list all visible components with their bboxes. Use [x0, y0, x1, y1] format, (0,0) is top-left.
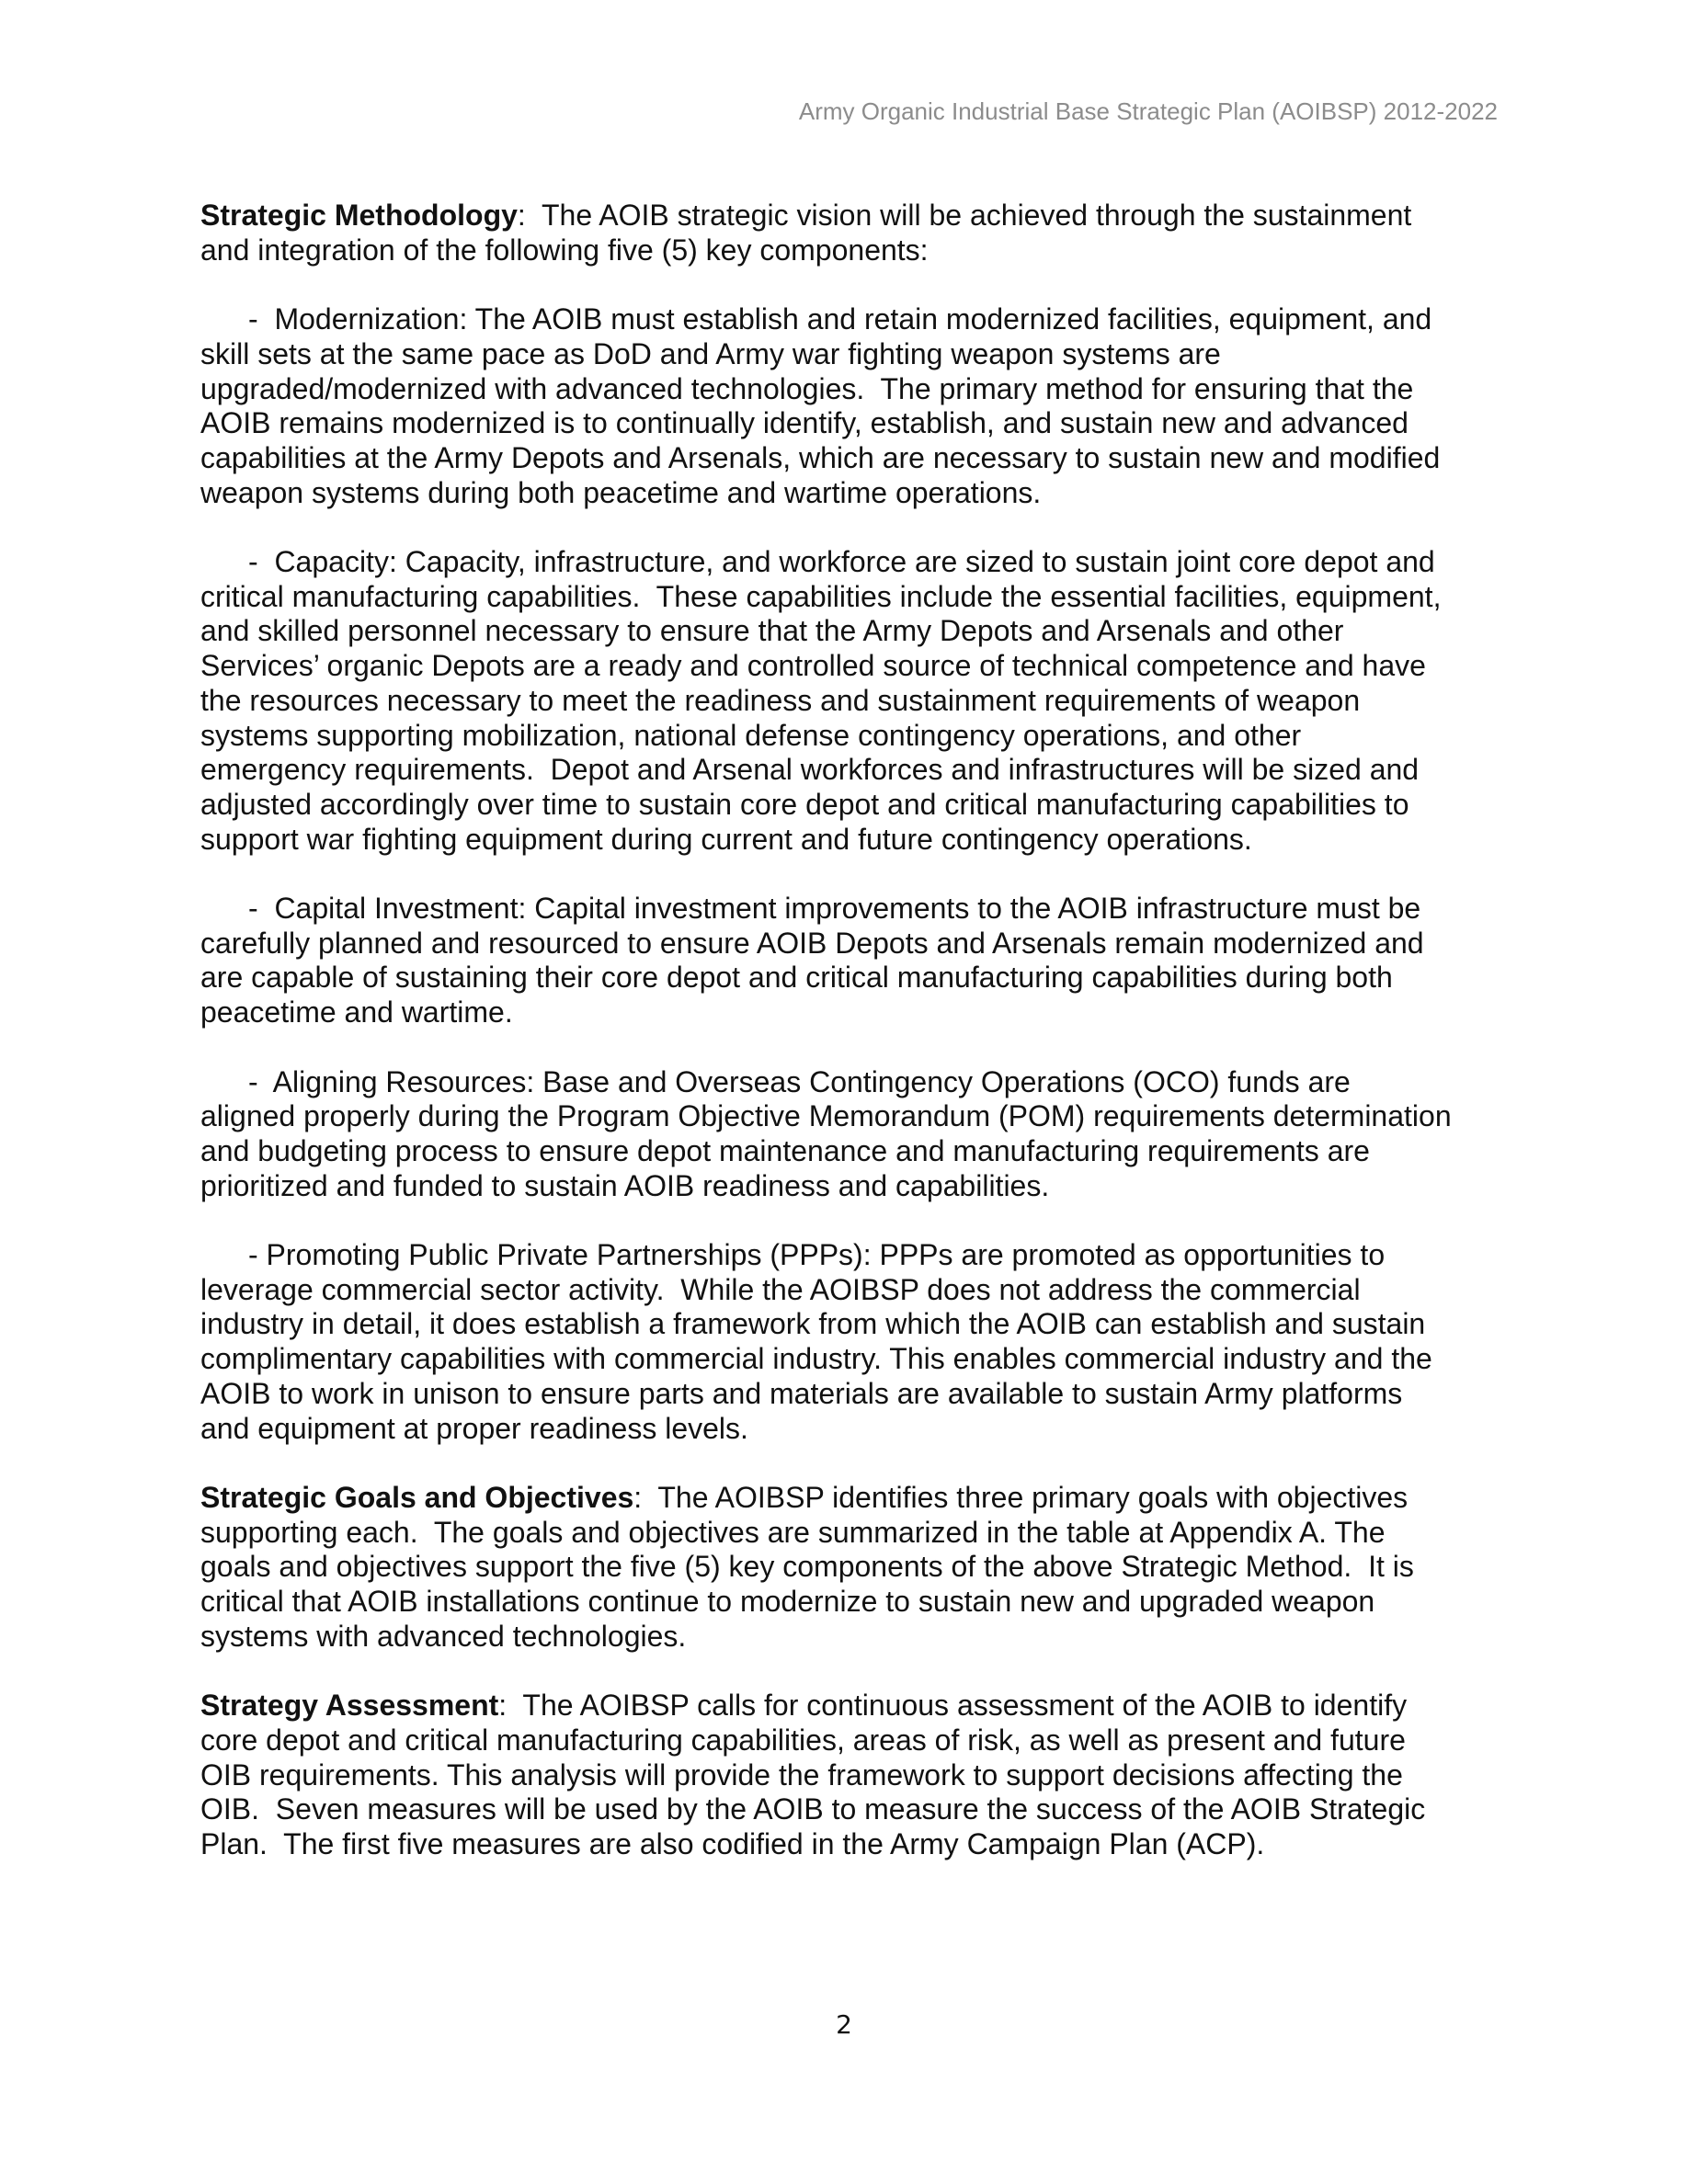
component-line: leverage commercial sector activity. While the AOIBSP does not address the commercial	[200, 1272, 1361, 1306]
component-line: and budgeting process to ensure depot maintenance and manufacturing requirements are	[200, 1133, 1370, 1167]
component-line: aligned properly during the Program Objective Memorandum (POM) requirements determination	[200, 1099, 1452, 1133]
component-line: AOIB to work in unison to ensure parts and materials are available to sustain Army platforms	[200, 1376, 1403, 1410]
body-text	[200, 199, 1524, 1896]
component-public-private-partnerships	[200, 1238, 1524, 1446]
assessment-line: core depot and critical manufacturing capabilities, areas of risk, as well as present and future	[200, 1723, 1406, 1757]
component-line: upgraded/modernized with advanced technologies. The primary method for ensuring that the	[200, 371, 1414, 405]
component-line: prioritized and funded to sustain AOIB readiness and capabilities.	[200, 1168, 1050, 1202]
component-line: are capable of sustaining their core depot and critical manufacturing capabilities during both	[200, 961, 1393, 995]
component-line: emergency requirements. Depot and Arsenal workforces and infrastructures will be sized and	[200, 753, 1420, 787]
assessment-line: Plan. The first five measures are also codified in the Army Campaign Plan (ACP).	[200, 1826, 1265, 1860]
goals-line: goals and objectives support the five (5) key components of the above Strategic Method. It is	[200, 1550, 1414, 1584]
component-capacity	[200, 545, 1524, 857]
methodology-intro-line: : The AOIB strategic vision will be achieved through the sustainment	[517, 199, 1412, 232]
component-line: support war fighting equipment during current and future contingency operations.	[200, 822, 1252, 856]
assessment-paragraph	[200, 1689, 1524, 1862]
methodology-intro-line: and integration of the following five (5) key components:	[200, 233, 929, 267]
component-line: critical manufacturing capabilities. These capabilities include the essential facilities, equipment,	[200, 579, 1442, 613]
component-line: carefully planned and resourced to ensure AOIB Depots and Arsenals remain modernized and	[200, 926, 1424, 960]
page-number: 2	[836, 2009, 852, 2040]
methodology-paragraph	[200, 199, 1524, 267]
component-line: adjusted accordingly over time to sustain core depot and critical manufacturing capabilities to	[200, 787, 1409, 821]
assessment-line: OIB requirements. This analysis will provide the framework to support decisions affecting the	[200, 1757, 1403, 1792]
component-line: and skilled personnel necessary to ensure that the Army Depots and Arsenals and other	[200, 614, 1344, 648]
component-line: the resources necessary to meet the readiness and sustainment requirements of weapon	[200, 683, 1361, 717]
component-line: skill sets at the same pace as DoD and Army war fighting weapon systems are	[200, 336, 1221, 370]
component-line: capabilities at the Army Depots and Arsenals, which are necessary to sustain new and modified	[200, 440, 1441, 474]
goals-line: critical that AOIB installations continue to modernize to sustain new and upgraded weapon	[200, 1585, 1375, 1619]
component-line: AOIB remains modernized is to continually identify, establish, and sustain new and advanced	[200, 406, 1409, 440]
component-aligning-resources	[200, 1065, 1524, 1204]
component-line: industry in detail, it does establish a framework from which the AOIB can establish and sustain	[200, 1307, 1426, 1341]
component-line: - Capacity: Capacity, infrastructure, and workforce are sized to sustain joint core depot and	[248, 545, 1435, 578]
goals-line: supporting each. The goals and objectives are summarized in the table at Appendix A. The	[200, 1515, 1386, 1549]
component-line: - Promoting Public Private Partnerships (PPPs): PPPs are promoted as opportunities to	[248, 1238, 1386, 1272]
goals-line: : The AOIBSP identifies three primary goals with objectives	[633, 1480, 1409, 1514]
component-line: and equipment at proper readiness levels.	[200, 1411, 748, 1445]
assessment-line: OIB. Seven measures will be used by the AOIB to measure the success of the AOIB Strategic	[200, 1792, 1426, 1826]
goals-line: systems with advanced technologies.	[200, 1619, 687, 1653]
component-line: weapon systems during both peacetime and wartime operations.	[200, 475, 1042, 509]
methodology-heading: Strategic Methodology	[200, 199, 518, 232]
goals-paragraph	[200, 1481, 1524, 1655]
running-header: Army Organic Industrial Base Strategic Plan (AOIBSP) 2012-2022	[798, 97, 1498, 125]
assessment-heading: Strategy Assessment	[200, 1689, 499, 1723]
component-line: - Modernization: The AOIB must establish and retain modernized facilities, equipment, and	[248, 302, 1432, 336]
component-line: - Capital Investment: Capital investment improvements to the AOIB infrastructure must be	[248, 892, 1421, 926]
component-line: Services’ organic Depots are a ready and controlled source of technical competence and have	[200, 649, 1426, 683]
assessment-line: : The AOIBSP calls for continuous assessment of the AOIB to identify	[498, 1689, 1408, 1723]
component-line: complimentary capabilities with commercial industry. This enables commercial industry and the	[200, 1342, 1432, 1376]
component-capital-investment	[200, 892, 1524, 1030]
component-line: peacetime and wartime.	[200, 995, 513, 1029]
component-line: - Aligning Resources: Base and Overseas Contingency Operations (OCO) funds are	[248, 1064, 1351, 1098]
component-modernization	[200, 302, 1524, 510]
goals-heading: Strategic Goals and Objectives	[200, 1480, 634, 1514]
component-line: systems supporting mobilization, national defense contingency operations, and other	[200, 718, 1302, 752]
